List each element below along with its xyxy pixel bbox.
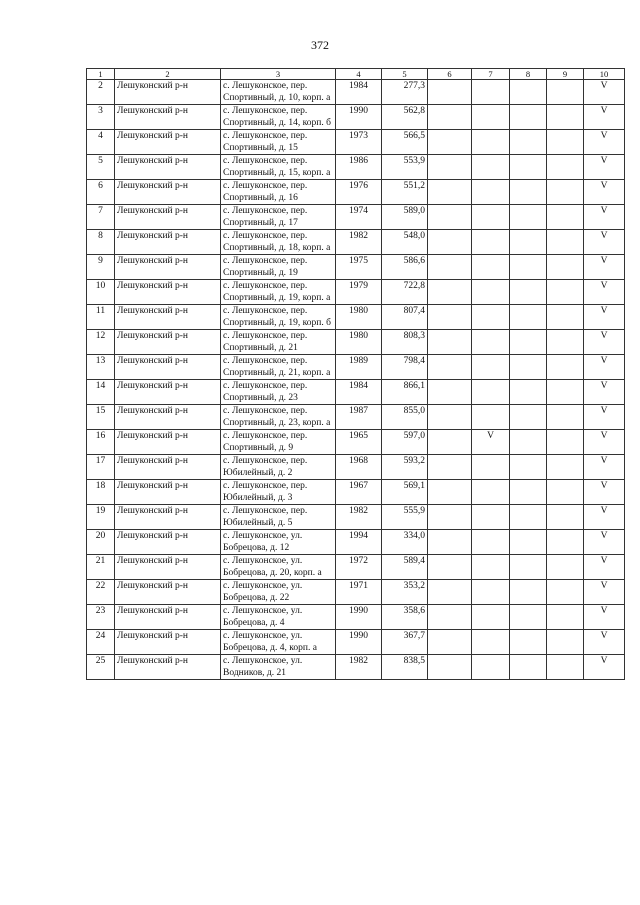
column-10-cell: V [584, 505, 625, 530]
column-8-cell [510, 530, 547, 555]
district-cell: Лешуконский р-н [115, 305, 221, 330]
table-row [87, 180, 625, 205]
table-row [87, 80, 625, 105]
column-10-cell: V [584, 105, 625, 130]
column-6-cell [428, 105, 472, 130]
column-8-cell [510, 230, 547, 255]
area-cell: 593,2 [382, 455, 428, 480]
column-10-cell: V [584, 655, 625, 680]
row-number: 22 [87, 580, 115, 605]
column-10-cell: V [584, 155, 625, 180]
row-number: 5 [87, 155, 115, 180]
column-10-cell: V [584, 330, 625, 355]
column-8-cell [510, 480, 547, 505]
year-cell: 1973 [336, 130, 382, 155]
table-row [87, 230, 625, 255]
year-cell: 1990 [336, 105, 382, 130]
column-7-cell [472, 605, 510, 630]
year-cell: 1974 [336, 205, 382, 230]
column-6-cell [428, 205, 472, 230]
table-row [87, 505, 625, 530]
column-6-cell [428, 555, 472, 580]
address-cell: с. Лешуконское, ул. Бобрецова, д. 22 [221, 580, 336, 605]
row-number: 11 [87, 305, 115, 330]
table-row [87, 130, 625, 155]
column-7-cell [472, 380, 510, 405]
row-number: 19 [87, 505, 115, 530]
address-cell: с. Лешуконское, пер. Спортивный, д. 16 [221, 180, 336, 205]
district-cell: Лешуконский р-н [115, 230, 221, 255]
column-9-cell [547, 455, 584, 480]
year-cell: 1975 [336, 255, 382, 280]
year-cell: 1982 [336, 655, 382, 680]
column-6-cell [428, 530, 472, 555]
column-10-cell: V [584, 455, 625, 480]
row-number: 6 [87, 180, 115, 205]
row-number: 2 [87, 80, 115, 105]
column-9-cell [547, 255, 584, 280]
row-number: 12 [87, 330, 115, 355]
column-6-cell [428, 155, 472, 180]
column-7-cell [472, 205, 510, 230]
column-8-cell [510, 455, 547, 480]
column-10-cell: V [584, 355, 625, 380]
address-cell: с. Лешуконское, пер. Спортивный, д. 21, корп. а [221, 355, 336, 380]
column-8-cell [510, 80, 547, 105]
column-7-cell [472, 230, 510, 255]
column-9-cell [547, 430, 584, 455]
year-cell: 1994 [336, 530, 382, 555]
year-cell: 1986 [336, 155, 382, 180]
column-6-cell [428, 230, 472, 255]
column-10-cell: V [584, 480, 625, 505]
address-cell: с. Лешуконское, ул. Бобрецова, д. 20, корп. а [221, 555, 336, 580]
column-6-cell [428, 605, 472, 630]
district-cell: Лешуконский р-н [115, 530, 221, 555]
table-body [87, 80, 625, 680]
column-8-cell [510, 130, 547, 155]
column-7-cell [472, 555, 510, 580]
area-cell: 358,6 [382, 605, 428, 630]
page-number: 372 [311, 38, 329, 52]
table-row [87, 580, 625, 605]
table-row [87, 405, 625, 430]
row-number: 21 [87, 555, 115, 580]
column-10-cell: V [584, 280, 625, 305]
column-9-cell [547, 330, 584, 355]
table-row [87, 280, 625, 305]
area-cell: 866,1 [382, 380, 428, 405]
address-cell: с. Лешуконское, пер. Спортивный, д. 21 [221, 330, 336, 355]
row-number: 17 [87, 455, 115, 480]
table-row [87, 205, 625, 230]
district-cell: Лешуконский р-н [115, 580, 221, 605]
area-cell: 551,2 [382, 180, 428, 205]
row-number: 18 [87, 480, 115, 505]
year-cell: 1989 [336, 355, 382, 380]
row-number: 23 [87, 605, 115, 630]
column-9-cell [547, 80, 584, 105]
column-header: 3 [221, 69, 336, 80]
row-number: 20 [87, 530, 115, 555]
column-7-cell [472, 330, 510, 355]
row-number: 7 [87, 205, 115, 230]
district-cell: Лешуконский р-н [115, 280, 221, 305]
column-7-cell [472, 180, 510, 205]
row-number: 14 [87, 380, 115, 405]
column-6-cell [428, 580, 472, 605]
column-7-cell [472, 405, 510, 430]
column-8-cell [510, 280, 547, 305]
table-row [87, 455, 625, 480]
column-6-cell [428, 255, 472, 280]
year-cell: 1965 [336, 430, 382, 455]
column-9-cell [547, 380, 584, 405]
column-10-cell: V [584, 405, 625, 430]
column-8-cell [510, 180, 547, 205]
column-8-cell [510, 330, 547, 355]
column-9-cell [547, 630, 584, 655]
column-10-cell: V [584, 430, 625, 455]
column-8-cell [510, 430, 547, 455]
column-8-cell [510, 505, 547, 530]
area-cell: 277,3 [382, 80, 428, 105]
column-6-cell [428, 305, 472, 330]
column-9-cell [547, 580, 584, 605]
column-9-cell [547, 180, 584, 205]
column-6-cell [428, 180, 472, 205]
column-10-cell: V [584, 305, 625, 330]
column-8-cell [510, 405, 547, 430]
area-cell: 548,0 [382, 230, 428, 255]
column-6-cell [428, 655, 472, 680]
address-cell: с. Лешуконское, пер. Спортивный, д. 14, корп. б [221, 105, 336, 130]
column-header: 5 [382, 69, 428, 80]
address-cell: с. Лешуконское, пер. Юбилейный, д. 3 [221, 480, 336, 505]
column-6-cell [428, 405, 472, 430]
column-8-cell [510, 555, 547, 580]
address-cell: с. Лешуконское, ул. Водников, д. 21 [221, 655, 336, 680]
column-8-cell [510, 305, 547, 330]
district-cell: Лешуконский р-н [115, 155, 221, 180]
table-row [87, 330, 625, 355]
year-cell: 1980 [336, 305, 382, 330]
district-cell: Лешуконский р-н [115, 405, 221, 430]
column-header: 7 [472, 69, 510, 80]
year-cell: 1968 [336, 455, 382, 480]
column-7-cell [472, 305, 510, 330]
column-10-cell: V [584, 630, 625, 655]
column-7-cell [472, 580, 510, 605]
area-cell: 353,2 [382, 580, 428, 605]
area-cell: 597,0 [382, 430, 428, 455]
district-cell: Лешуконский р-н [115, 655, 221, 680]
table-row [87, 355, 625, 380]
table-row [87, 655, 625, 680]
area-cell: 566,5 [382, 130, 428, 155]
area-cell: 553,9 [382, 155, 428, 180]
address-cell: с. Лешуконское, пер. Спортивный, д. 15 [221, 130, 336, 155]
column-9-cell [547, 280, 584, 305]
column-header: 9 [547, 69, 584, 80]
column-9-cell [547, 505, 584, 530]
column-7-cell [472, 105, 510, 130]
address-cell: с. Лешуконское, ул. Бобрецова, д. 4 [221, 605, 336, 630]
year-cell: 1967 [336, 480, 382, 505]
year-cell: 1980 [336, 330, 382, 355]
column-header: 2 [115, 69, 221, 80]
year-cell: 1987 [336, 405, 382, 430]
column-7-cell [472, 630, 510, 655]
year-cell: 1972 [336, 555, 382, 580]
column-9-cell [547, 230, 584, 255]
column-8-cell [510, 155, 547, 180]
district-cell: Лешуконский р-н [115, 255, 221, 280]
column-8-cell [510, 630, 547, 655]
column-6-cell [428, 280, 472, 305]
district-cell: Лешуконский р-н [115, 180, 221, 205]
district-cell: Лешуконский р-н [115, 455, 221, 480]
area-cell: 808,3 [382, 330, 428, 355]
table-row [87, 555, 625, 580]
column-10-cell: V [584, 555, 625, 580]
column-6-cell [428, 455, 472, 480]
column-10-cell: V [584, 230, 625, 255]
column-10-cell: V [584, 530, 625, 555]
column-6-cell [428, 355, 472, 380]
column-8-cell [510, 605, 547, 630]
column-8-cell [510, 380, 547, 405]
area-cell: 562,8 [382, 105, 428, 130]
column-header: 1 [87, 69, 115, 80]
district-cell: Лешуконский р-н [115, 205, 221, 230]
row-number: 13 [87, 355, 115, 380]
area-cell: 367,7 [382, 630, 428, 655]
column-10-cell: V [584, 605, 625, 630]
address-cell: с. Лешуконское, пер. Спортивный, д. 19, корп. б [221, 305, 336, 330]
column-10-cell: V [584, 180, 625, 205]
address-cell: с. Лешуконское, пер. Спортивный, д. 15, корп. а [221, 155, 336, 180]
area-cell: 589,0 [382, 205, 428, 230]
column-7-cell [472, 480, 510, 505]
row-number: 24 [87, 630, 115, 655]
row-number: 8 [87, 230, 115, 255]
column-7-cell [472, 530, 510, 555]
column-header: 4 [336, 69, 382, 80]
area-cell: 334,0 [382, 530, 428, 555]
column-10-cell: V [584, 580, 625, 605]
column-7-cell [472, 255, 510, 280]
district-cell: Лешуконский р-н [115, 105, 221, 130]
housing-registry-table [86, 68, 625, 680]
column-7-cell [472, 280, 510, 305]
table-row [87, 530, 625, 555]
year-cell: 1979 [336, 280, 382, 305]
address-cell: с. Лешуконское, пер. Спортивный, д. 19 [221, 255, 336, 280]
area-cell: 569,1 [382, 480, 428, 505]
table-row [87, 380, 625, 405]
column-header: 10 [584, 69, 625, 80]
column-7-cell [472, 155, 510, 180]
address-cell: с. Лешуконское, пер. Спортивный, д. 17 [221, 205, 336, 230]
address-cell: с. Лешуконское, пер. Спортивный, д. 18, корп. а [221, 230, 336, 255]
column-9-cell [547, 105, 584, 130]
column-9-cell [547, 155, 584, 180]
district-cell: Лешуконский р-н [115, 555, 221, 580]
district-cell: Лешуконский р-н [115, 480, 221, 505]
year-cell: 1984 [336, 80, 382, 105]
column-10-cell: V [584, 130, 625, 155]
district-cell: Лешуконский р-н [115, 355, 221, 380]
column-6-cell [428, 480, 472, 505]
table-row [87, 630, 625, 655]
column-9-cell [547, 605, 584, 630]
column-10-cell: V [584, 380, 625, 405]
column-6-cell [428, 380, 472, 405]
column-9-cell [547, 530, 584, 555]
column-8-cell [510, 655, 547, 680]
year-cell: 1976 [336, 180, 382, 205]
column-7-cell [472, 80, 510, 105]
table-row [87, 480, 625, 505]
column-6-cell [428, 80, 472, 105]
column-6-cell [428, 330, 472, 355]
address-cell: с. Лешуконское, пер. Спортивный, д. 10, корп. а [221, 80, 336, 105]
column-9-cell [547, 555, 584, 580]
row-number: 15 [87, 405, 115, 430]
row-number: 4 [87, 130, 115, 155]
address-cell: с. Лешуконское, ул. Бобрецова, д. 4, корп. а [221, 630, 336, 655]
column-6-cell [428, 430, 472, 455]
column-7-cell [472, 455, 510, 480]
district-cell: Лешуконский р-н [115, 80, 221, 105]
table-row [87, 255, 625, 280]
area-cell: 798,4 [382, 355, 428, 380]
row-number: 9 [87, 255, 115, 280]
column-10-cell: V [584, 80, 625, 105]
column-7-cell [472, 355, 510, 380]
column-9-cell [547, 205, 584, 230]
column-9-cell [547, 355, 584, 380]
district-cell: Лешуконский р-н [115, 630, 221, 655]
column-header: 8 [510, 69, 547, 80]
address-cell: с. Лешуконское, пер. Юбилейный, д. 2 [221, 455, 336, 480]
table-row [87, 305, 625, 330]
year-cell: 1990 [336, 605, 382, 630]
address-cell: с. Лешуконское, ул. Бобрецова, д. 12 [221, 530, 336, 555]
district-cell: Лешуконский р-н [115, 430, 221, 455]
column-7-cell [472, 655, 510, 680]
column-8-cell [510, 205, 547, 230]
year-cell: 1984 [336, 380, 382, 405]
district-cell: Лешуконский р-н [115, 330, 221, 355]
row-number: 3 [87, 105, 115, 130]
column-6-cell [428, 505, 472, 530]
column-9-cell [547, 480, 584, 505]
column-8-cell [510, 105, 547, 130]
area-cell: 555,9 [382, 505, 428, 530]
area-cell: 586,6 [382, 255, 428, 280]
address-cell: с. Лешуконское, пер. Юбилейный, д. 5 [221, 505, 336, 530]
area-cell: 838,5 [382, 655, 428, 680]
column-8-cell [510, 355, 547, 380]
column-8-cell [510, 580, 547, 605]
address-cell: с. Лешуконское, пер. Спортивный, д. 19, корп. а [221, 280, 336, 305]
column-7-cell [472, 130, 510, 155]
table-row [87, 155, 625, 180]
column-9-cell [547, 305, 584, 330]
column-number-row [87, 69, 625, 80]
row-number: 10 [87, 280, 115, 305]
table-row [87, 105, 625, 130]
district-cell: Лешуконский р-н [115, 380, 221, 405]
column-9-cell [547, 405, 584, 430]
district-cell: Лешуконский р-н [115, 605, 221, 630]
column-header: 6 [428, 69, 472, 80]
district-cell: Лешуконский р-н [115, 130, 221, 155]
column-9-cell [547, 130, 584, 155]
column-7-cell [472, 505, 510, 530]
area-cell: 589,4 [382, 555, 428, 580]
table-row [87, 430, 625, 455]
row-number: 25 [87, 655, 115, 680]
row-number: 16 [87, 430, 115, 455]
year-cell: 1971 [336, 580, 382, 605]
column-10-cell: V [584, 255, 625, 280]
column-7-cell: V [472, 430, 510, 455]
district-cell: Лешуконский р-н [115, 505, 221, 530]
column-9-cell [547, 655, 584, 680]
area-cell: 722,8 [382, 280, 428, 305]
address-cell: с. Лешуконское, пер. Спортивный, д. 23, корп. а [221, 405, 336, 430]
year-cell: 1982 [336, 230, 382, 255]
column-10-cell: V [584, 205, 625, 230]
year-cell: 1982 [336, 505, 382, 530]
column-6-cell [428, 630, 472, 655]
area-cell: 807,4 [382, 305, 428, 330]
year-cell: 1990 [336, 630, 382, 655]
area-cell: 855,0 [382, 405, 428, 430]
table-row [87, 605, 625, 630]
address-cell: с. Лешуконское, пер. Спортивный, д. 23 [221, 380, 336, 405]
column-6-cell [428, 130, 472, 155]
column-8-cell [510, 255, 547, 280]
address-cell: с. Лешуконское, пер. Спортивный, д. 9 [221, 430, 336, 455]
